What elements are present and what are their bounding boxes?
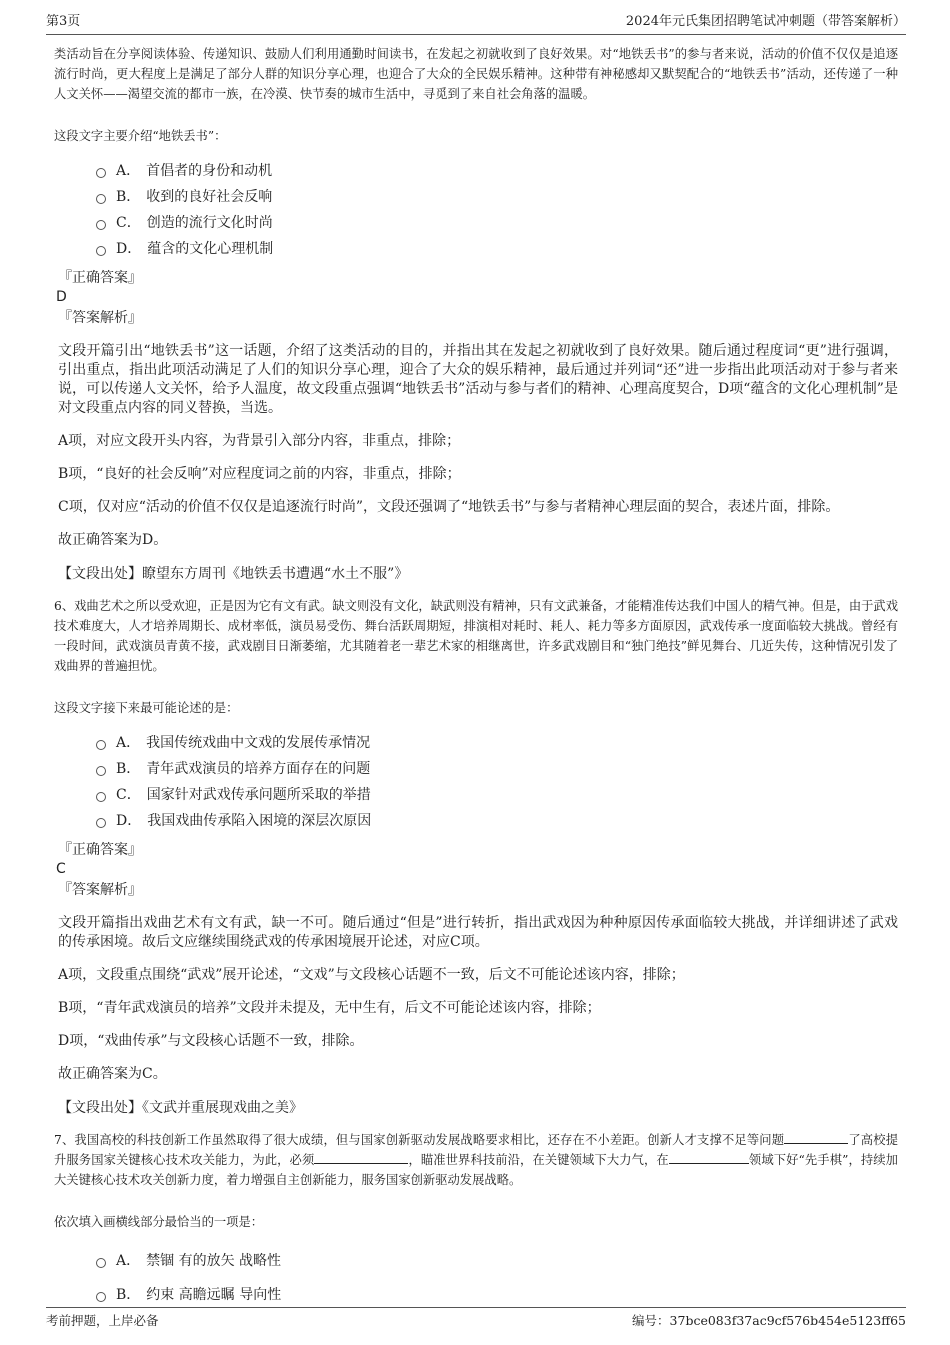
- document-body: [54, 40, 898, 1312]
- option-text: 我国传统戏曲中文戏的发展传承情况: [146, 735, 371, 751]
- fill-blank-3: [669, 1150, 749, 1164]
- question-passage: 6、戏曲艺术之所以受欢迎，正是因为它有文有武。缺文则没有文化，缺武则没有精神，只有文武兼备，才能精准传达我们中国人的精气神。但是，由于武戏技术难度大，人才培养周期长、成材率低，演员易受伤、舞台活跃周期短，排演相对耗时、耗人、耗力等多方面原因，武戏传承一度面临较大挑战。曾经有一段时间，武戏演员青黄不接，武戏剧目日渐萎缩，尤其随着老一辈艺术家的相继离世，许多武戏剧目和“独门绝技”鲜见舞台、几近失传，这种情况引发了戏曲界的普遍担忧。: [54, 599, 899, 673]
- option-text: 创造的流行文化时尚: [146, 215, 273, 231]
- analysis-paragraph: 文段开篇引出“地铁丢书”这一话题，介绍了这类活动的目的，并指出其在发起之初就收到了良好效果。随后通过程度词“更”进行强调，引出重点，指出此项活动满足了人们的知识分享心理，迎合了大众的娱乐精神，最后通过并列词“还”进一步指出此项活动对于参与者来说，可以传递人文关怀，给予人温度，故文段重点强调“地铁丢书”活动与参与者们的精神、心理高度契合，D项“蕴含的文化心理机制”是对文段重点内容的同义替换，当选。: [58, 343, 898, 416]
- question-7: [54, 1130, 898, 1312]
- option-text: 禁锢 有的放矢 战略性: [146, 1253, 282, 1269]
- fill-blank-1: [784, 1130, 848, 1144]
- option-d[interactable]: D． 蕴含的文化心理机制: [96, 236, 898, 262]
- correct-answer: D: [56, 289, 67, 305]
- page-footer: [46, 1307, 906, 1334]
- radio-icon[interactable]: [96, 168, 106, 178]
- passage-source: 【文段出处】瞭望东方周刊《地铁丢书遭遇“水土不服”》: [58, 566, 409, 582]
- option-list: [96, 1244, 898, 1312]
- question-5: [54, 44, 898, 584]
- radio-icon[interactable]: [96, 194, 106, 204]
- document-title: 2024年元氏集团招聘笔试冲刺题（带答案解析）: [625, 14, 906, 29]
- option-c[interactable]: C． 创造的流行文化时尚: [96, 210, 898, 236]
- answer-heading: 『正确答案』: [58, 842, 142, 858]
- analysis-paragraph: C项，仅对应“活动的价值不仅仅是追逐流行时尚”，文段还强调了“地铁丢书”与参与者精神心理层面的契合，表述片面，排除。: [58, 499, 840, 515]
- analysis-paragraph: B项，“良好的社会反响”对应程度词之前的内容，非重点，排除；: [58, 466, 461, 482]
- option-text: 首倡者的身份和动机: [146, 163, 273, 179]
- question-prompt: 依次填入画横线部分最恰当的一项是：: [54, 1215, 264, 1229]
- option-a[interactable]: A． 我国传统戏曲中文戏的发展传承情况: [96, 730, 898, 756]
- option-b[interactable]: B． 约束 高瞻远瞩 导向性: [96, 1278, 898, 1312]
- passage-source: 【文段出处】《文武并重展现戏曲之美》: [58, 1100, 303, 1116]
- option-a[interactable]: A． 首倡者的身份和动机: [96, 158, 898, 184]
- option-list: [96, 730, 898, 834]
- option-d[interactable]: D． 我国戏曲传承陷入困境的深层次原因: [96, 808, 898, 834]
- analysis-paragraph: D项，“戏曲传承”与文段核心话题不一致，排除。: [58, 1033, 364, 1049]
- correct-answer: C: [56, 861, 66, 877]
- option-text: 青年武戏演员的培养方面存在的问题: [146, 761, 371, 777]
- question-prompt: 这段文字接下来最可能论述的是：: [54, 701, 239, 715]
- question-passage: 7、我国高校的科技创新工作虽然取得了很大成绩，但与国家创新驱动发展战略要求相比，还存在不小差距。创新人才支撑不足等问题 了高校提升服务国家关键核心技术攻关能力，为此，必须 ，瞄准世界科技前沿，在关键领域下大力气，在 领域下好“先手棋”，持续加大关键核心技术攻关创新力度，着力增强自主创新能力，服务国家创新驱动发展战略。: [54, 1130, 898, 1190]
- page-header: [46, 10, 906, 35]
- footer-slogan: 考前押题，上岸必备: [46, 1313, 159, 1328]
- analysis-paragraph: B项，“青年武戏演员的培养”文段并未提及，无中生有，后文不可能论述该内容，排除；: [58, 1000, 601, 1016]
- option-list: [96, 158, 898, 262]
- question-passage: 类活动旨在分享阅读体验、传递知识、鼓励人们利用通勤时间读书，在发起之初就收到了良好效果。对“地铁丢书”的参与者来说，活动的价值不仅仅是追逐流行时尚，更大程度上是满足了部分人群的知识分享心理，也迎合了大众的全民娱乐精神。这种带有神秘感却又默契配合的“地铁丢书”活动，还传递了一种人文关怀——渴望交流的都市一族，在冷漠、快节奏的城市生活中，寻觅到了来自社会角落的温暖。: [54, 47, 898, 101]
- page-number: 第3页: [46, 14, 81, 29]
- option-text: 约束 高瞻远瞩 导向性: [146, 1287, 282, 1303]
- option-text: 国家针对武戏传承问题所采取的举措: [146, 787, 371, 803]
- analysis-heading: 『答案解析』: [58, 310, 142, 326]
- radio-icon[interactable]: [96, 246, 106, 256]
- document-id: 编号：37bce083f37ac9cf576b454e5123ff65: [632, 1313, 906, 1328]
- question-prompt: 这段文字主要介绍“地铁丢书”：: [54, 129, 227, 143]
- radio-icon[interactable]: [96, 1292, 106, 1302]
- fill-blank-2: [314, 1150, 408, 1164]
- option-b[interactable]: B． 收到的良好社会反响: [96, 184, 898, 210]
- option-text: 蕴含的文化心理机制: [147, 241, 274, 257]
- analysis-conclusion: 故正确答案为C。: [58, 1066, 167, 1082]
- option-text: 我国戏曲传承陷入困境的深层次原因: [147, 813, 372, 829]
- radio-icon[interactable]: [96, 766, 106, 776]
- analysis-paragraph: 文段开篇指出戏曲艺术有文有武，缺一不可。随后通过“但是”进行转折，指出武戏因为种种原因传承面临较大挑战，并详细讲述了武戏的传承困境。故后文应继续围绕武戏的传承困境展开论述，对应C项。: [58, 915, 898, 950]
- analysis-paragraph: A项，文段重点围绕“武戏”展开论述，“文戏”与文段核心话题不一致，后文不可能论述该内容，排除；: [58, 967, 685, 983]
- option-b[interactable]: B． 青年武戏演员的培养方面存在的问题: [96, 756, 898, 782]
- option-c[interactable]: C． 国家针对武戏传承问题所采取的举措: [96, 782, 898, 808]
- radio-icon[interactable]: [96, 220, 106, 230]
- option-text: 收到的良好社会反响: [146, 189, 273, 205]
- radio-icon[interactable]: [96, 818, 106, 828]
- radio-icon[interactable]: [96, 740, 106, 750]
- radio-icon[interactable]: [96, 792, 106, 802]
- question-6: [54, 596, 898, 1118]
- radio-icon[interactable]: [96, 1258, 106, 1268]
- analysis-heading: 『答案解析』: [58, 882, 142, 898]
- option-a[interactable]: A． 禁锢 有的放矢 战略性: [96, 1244, 898, 1278]
- analysis-paragraph: A项，对应文段开头内容，为背景引入部分内容，非重点，排除；: [58, 433, 461, 449]
- answer-heading: 『正确答案』: [58, 270, 142, 286]
- analysis-conclusion: 故正确答案为D。: [58, 532, 168, 548]
